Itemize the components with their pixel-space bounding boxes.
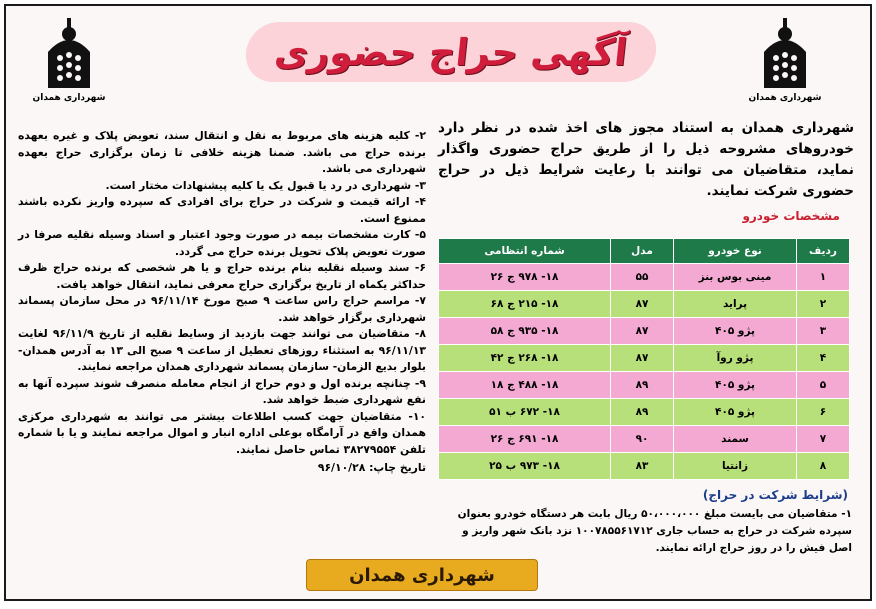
logo-left	[24, 18, 114, 116]
cell-plate: ۱۸- ۶۷۲ ب ۵۱	[439, 399, 611, 426]
cell-model: ۹۰	[611, 426, 674, 453]
cell-row: ۴	[797, 345, 850, 372]
cell-plate: ۱۸- ۹۳۵ ج ۵۸	[439, 318, 611, 345]
table-header-row	[439, 239, 850, 264]
col-header-model: مدل	[611, 239, 674, 264]
footer-banner: شهرداری همدان	[306, 559, 538, 591]
cell-type: پژو ۴۰۵	[674, 372, 797, 399]
cell-row: ۶	[797, 399, 850, 426]
cell-row: ۳	[797, 318, 850, 345]
logo-right	[740, 18, 830, 116]
print-date: تاریخ چاپ: ۹۶/۱۰/۲۸	[317, 461, 426, 474]
cell-row: ۵	[797, 372, 850, 399]
cell-plate: ۱۸- ۴۸۸ ج ۱۸	[439, 372, 611, 399]
col-header-plate: شماره انتظامی	[439, 239, 611, 264]
condition-item: ۲- کلیه هزینه های مربوط به نقل و انتقال سند، تعویض پلاک و غیره بعهده برنده حراج می باشد. ضمنا هزینه خلافی تا زمان برگزاری حراج بعهده شهرداری می باشد.	[18, 129, 426, 175]
condition-item: ۴- ارائه قیمت و شرکت در حراج برای افرادی که سپرده واریز نکرده باشند ممنوع است.	[18, 195, 426, 225]
cell-model: ۸۳	[611, 453, 674, 480]
cell-plate: ۱۸- ۹۷۳ ب ۲۵	[439, 453, 611, 480]
vehicles-subtitle: مشخصات خودرو	[742, 209, 840, 223]
condition-item: ۱۰- متقاضیان جهت کسب اطلاعات بیشتر می توانند به شهرداری مرکزی همدان واقع در آرامگاه بوعلی اداره انبار و اموال مراجعه نمایند و یا با شماره تلفن ۳۸۲۷۹۵۵۴ تماس حاصل نمایند.	[18, 409, 426, 456]
table-row	[439, 291, 850, 318]
logo-caption: شهرداری همدان	[32, 93, 106, 103]
col-header-type: نوع خودرو	[674, 239, 797, 264]
table-row	[439, 426, 850, 453]
cell-model: ۸۷	[611, 318, 674, 345]
municipality-emblem-icon	[38, 18, 100, 92]
table-row	[439, 372, 850, 399]
cell-type: پژو روآ	[674, 345, 797, 372]
advertisement	[4, 4, 872, 601]
cell-type: سمند	[674, 426, 797, 453]
cell-row: ۱	[797, 264, 850, 291]
col-header-row: ردیف	[797, 239, 850, 264]
condition-item: ۳- شهرداری در رد یا قبول یک یا کلیه پیشنهادات مختار است.	[105, 178, 426, 192]
table-row	[439, 453, 850, 480]
cell-model: ۵۵	[611, 264, 674, 291]
condition-1: ۱- متقاضیان می بایست مبلغ ۵۰،۰۰۰،۰۰۰ ریال بابت هر دستگاه خودرو بعنوان سپرده شرکت در حراج به حساب جاری ۱۰۰۷۸۵۵۶۱۷۱۲ نزد بانک شهر واریز و اصل فیش را در روز حراج ارائه نمایند.	[457, 508, 852, 554]
cell-model: ۸۷	[611, 291, 674, 318]
table-row	[439, 345, 850, 372]
cell-model: ۸۷	[611, 345, 674, 372]
conditions-list	[18, 128, 426, 477]
page-title: آگهی حراج حضوری	[243, 22, 659, 82]
cell-type: پژو ۴۰۵	[674, 399, 797, 426]
cell-plate: ۱۸- ۲۱۵ ج ۶۸	[439, 291, 611, 318]
condition-item: ۶- سند وسیله نقلیه بنام برنده حراج و یا هر شخصی که برنده حراج ظرف حداکثر یکماه از تاریخ برگزاری حراج معرفی نماید، انتقال خواهد یافت.	[18, 261, 426, 291]
condition-item: ۸- متقاضیان می توانند جهت بازدید از وسایط نقلیه از تاریخ ۹۶/۱۱/۹ لغایت ۹۶/۱۱/۱۳ به استثناء روزهای تعطیل از ساعت ۹ صبح الی ۱۳ به آدرس همدان- بلوار بدیع الزمان- سازمان پسماند شهرداری همدان مراجعه نمایند.	[18, 327, 427, 373]
cell-type: مینی بوس بنز	[674, 264, 797, 291]
table-row	[439, 399, 850, 426]
cell-model: ۸۹	[611, 399, 674, 426]
cell-plate: ۱۸- ۲۶۸ ج ۴۲	[439, 345, 611, 372]
cell-row: ۷	[797, 426, 850, 453]
cell-type: پژو ۴۰۵	[674, 318, 797, 345]
cell-row: ۸	[797, 453, 850, 480]
cell-type: پراید	[674, 291, 797, 318]
table-row	[439, 318, 850, 345]
cell-plate: ۱۸- ۶۹۱ ج ۲۶	[439, 426, 611, 453]
vehicles-table	[438, 238, 850, 480]
condition-item: ۹- چنانچه برنده اول و دوم حراج از انجام معامله منصرف شوند سپرده آنها به نفع شهرداری ضبط خواهد شد.	[18, 376, 426, 406]
intro-text: شهرداری همدان به استناد مجوز های اخذ شده در نظر دارد خودروهای مشروحه ذیل را از طریق حراج حضوری واگذار نماید، متقاضیان می توانند با رعایت شرایط ذیل در حراج حضوری شرکت نمایند.	[438, 120, 854, 199]
cell-type: زانتیا	[674, 453, 797, 480]
cell-row: ۲	[797, 291, 850, 318]
municipality-emblem-icon	[754, 18, 816, 92]
cell-plate: ۱۸- ۹۷۸ ج ۲۶	[439, 264, 611, 291]
condition-item: ۵- کارت مشخصات بیمه در صورت وجود اعتبار و اسناد وسیله نقلیه صرفا در صورت تعویض پلاک تحویل برنده حراج می گردد.	[18, 228, 426, 258]
cell-model: ۸۹	[611, 372, 674, 399]
conditions-title: (شرایط شرکت در حراج)	[702, 488, 848, 502]
table-row	[439, 264, 850, 291]
condition-item: ۷- مراسم حراج راس ساعت ۹ صبح مورخ ۹۶/۱۱/۱۴ در محل سازمان پسماند شهرداری برگزار خواهد شد.	[18, 294, 426, 324]
logo-caption: شهرداری همدان	[748, 93, 822, 103]
title-banner	[246, 22, 656, 82]
